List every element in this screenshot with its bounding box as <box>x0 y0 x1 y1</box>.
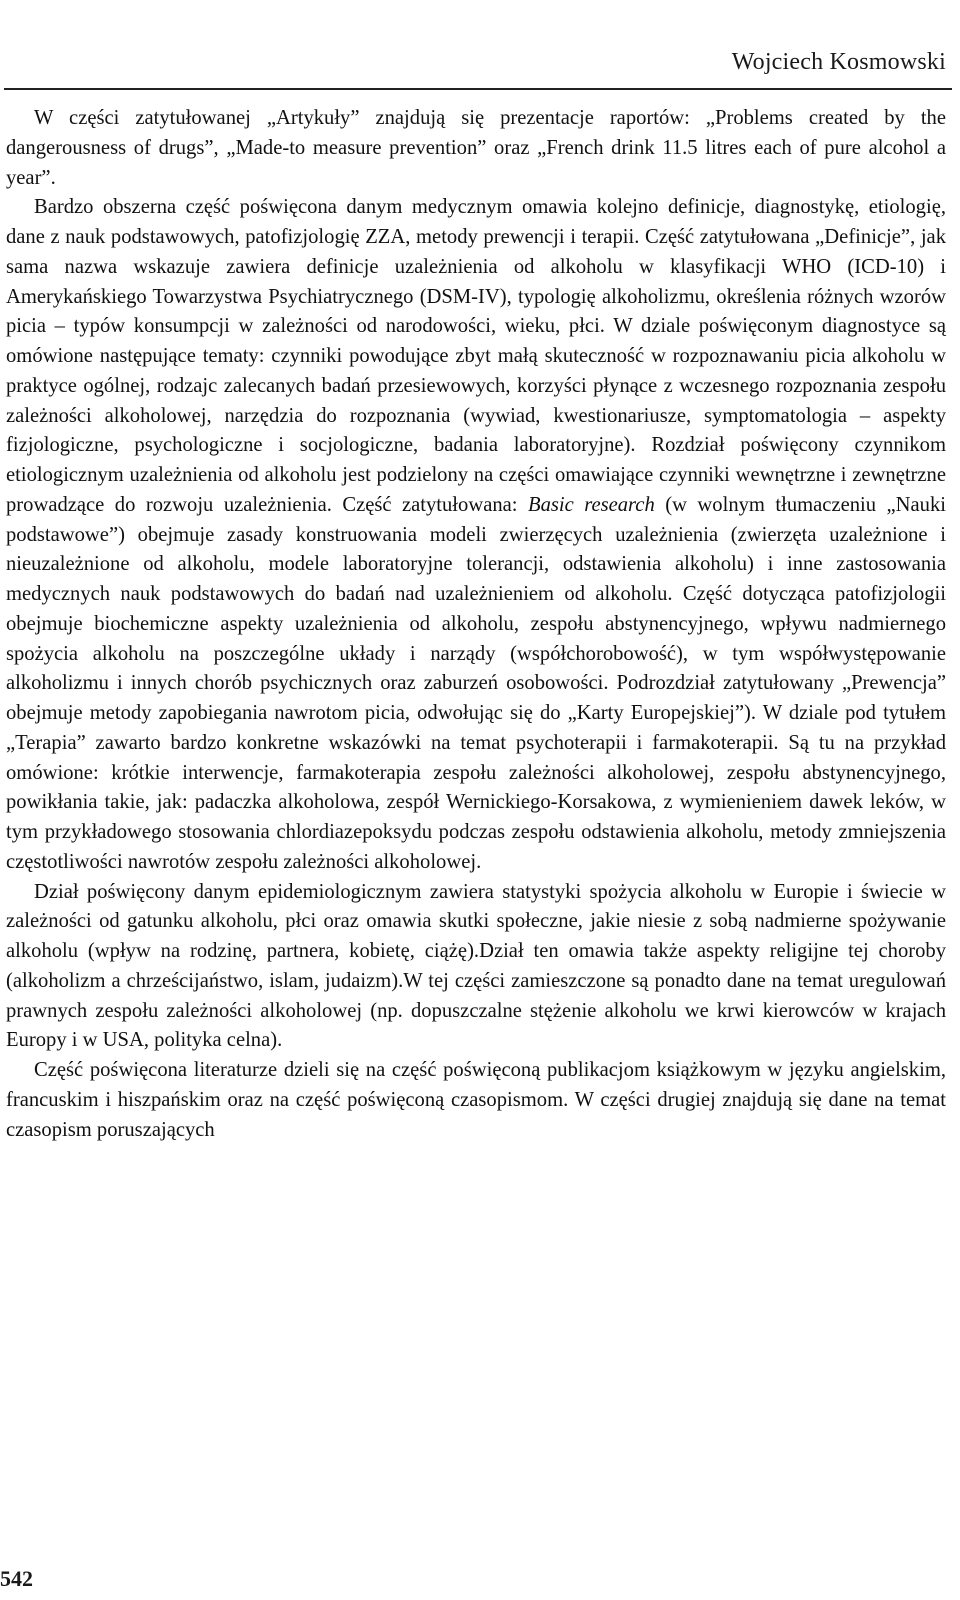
body-text <box>6 104 946 1145</box>
paragraph-4: Część poświęcona literaturze dzieli się na część poświęconą publikacjom książkowym w języku angielskim, francuskim i hiszpańskim oraz na część poświęconą czasopismom. W części drugiej znajdują się dane na temat czasopism poruszających <box>6 1059 946 1141</box>
paragraph-3: Dział poświęcony danym epidemiologicznym zawiera statystyki spożycia alkoholu w Europie i świecie w zależności od gatunku alkoholu, płci oraz omawia skutki społeczne, jakie niesie z sobą nadmierne spożywanie alkoholu (wpływ na rodzinę, partnera, kobietę, ciążę).Dział ten omawia także aspekty religijne tej choroby (alkoholizm a chrześcijaństwo, islam, judaizm).W tej części zamieszczone są ponadto dane na temat uregulowań prawnych zespołu zależności alkoholowej (np. dopuszczalne stężenie alkoholu we krwi kierowców w krajach Europy i w USA, polityka celna). <box>6 880 946 1052</box>
italic-term-basic-research: Basic research <box>527 493 655 516</box>
running-head-author: Wojciech Kosmowski <box>731 49 946 75</box>
paragraph-2-part-b: (w wolnym tłumaczeniu „Nauki podstawowe”) obejmuje zasady konstruowania modeli zwierzęcych uzależnienia (zwierzęta uzależnione i nieuzależnione od alkoholu, modele laboratoryjne tolerancji, odstawienia alkoholu) i inne zastosowania medycznych nauk podstawowych do badań nad uzależnieniem od alkoholu. Część dotycząca patofizjologii obejmuje biochemiczne aspekty uzależnienia od alkoholu, zespołu abstynencyjnego, wpływu nadmiernego spożycia alkoholu na poszczególne układy i narządy (współchorobowość), w tym współwystępowanie alkoholizmu i innych chorób psychicznych oraz zaburzeń osobowości. Podrozdział zatytułowany „Prewencja” obejmuje metody zapobiegania nawrotom picia, odwołując się do „Karty Europejskiej”). W dziale pod tytułem „Terapia” zawarto bardzo konkretne wskazówki na temat psychoterapii i farmakoterapii. Są tu na przykład omówione: krótkie interwencje, farmakoterapia zespołu zależności alkoholowej, zespołu abstynencyjnego, powikłania takie, jak: padaczka alkoholowa, zespół Wernickiego-Korsakowa, z wymienieniem dawek leków, w tym przykładowego stosowania chlordiazepoksydu podczas zespołu odstawienia alkoholu, metody zmniejszenia częstotliwości nawrotów zespołu zależności alkoholowej. <box>6 493 946 873</box>
paragraph-2-part-a: Bardzo obszerna część poświęcona danym medycznym omawia kolejno definicje, diagnostykę, etiologię, dane z nauk podstawowych, patofizjologię ZZA, metody prewencji i terapii. Część zatytułowana „Definicje”, jak sama nazwa wskazuje zawiera definicje uzależnienia od alkoholu w klasyfikacji WHO (ICD-10) i Amerykańskiego Towarzystwa Psychiatrycznego (DSM-IV), typologię alkoholizmu, określenia różnych wzorów picia – typów konsumpcji w zależności od narodowości, wieku, płci. W dziale poświęconym diagnostyce są omówione następujące tematy: czynniki powodujące zbyt małą skuteczność w rozpoznawaniu picia alkoholu w praktyce ogólnej, rodzajc zalecanych badań przesiewowych, korzyści płynące z wczesnego rozpoznania zespołu zależności alkoholowej, narzędzia do rozpoznania (wywiad, kwestionariusze, symptomatologia – aspekty fizjologiczne, psychologiczne i socjologiczne, badania laboratoryjne). Rozdział poświęcony czynnikom etiologicznym uzależnienia od alkoholu jest podzielony na części omawiające czynniki wewnętrzne i zewnętrzne prowadzące do rozwoju uzależnienia. Część zatytułowana: <box>6 196 946 516</box>
header-rule <box>4 88 952 90</box>
paragraph-1: W części zatytułowanej „Artykuły” znajdują się prezentacje raportów: „Problems created by the dangerousness of drugs”, „Made-to measure prevention” oraz „French drink 11.5 litres each of pure alcohol a year”. <box>6 107 946 189</box>
paragraph-2 <box>6 193 946 877</box>
page-number: 542 <box>0 1566 33 1591</box>
